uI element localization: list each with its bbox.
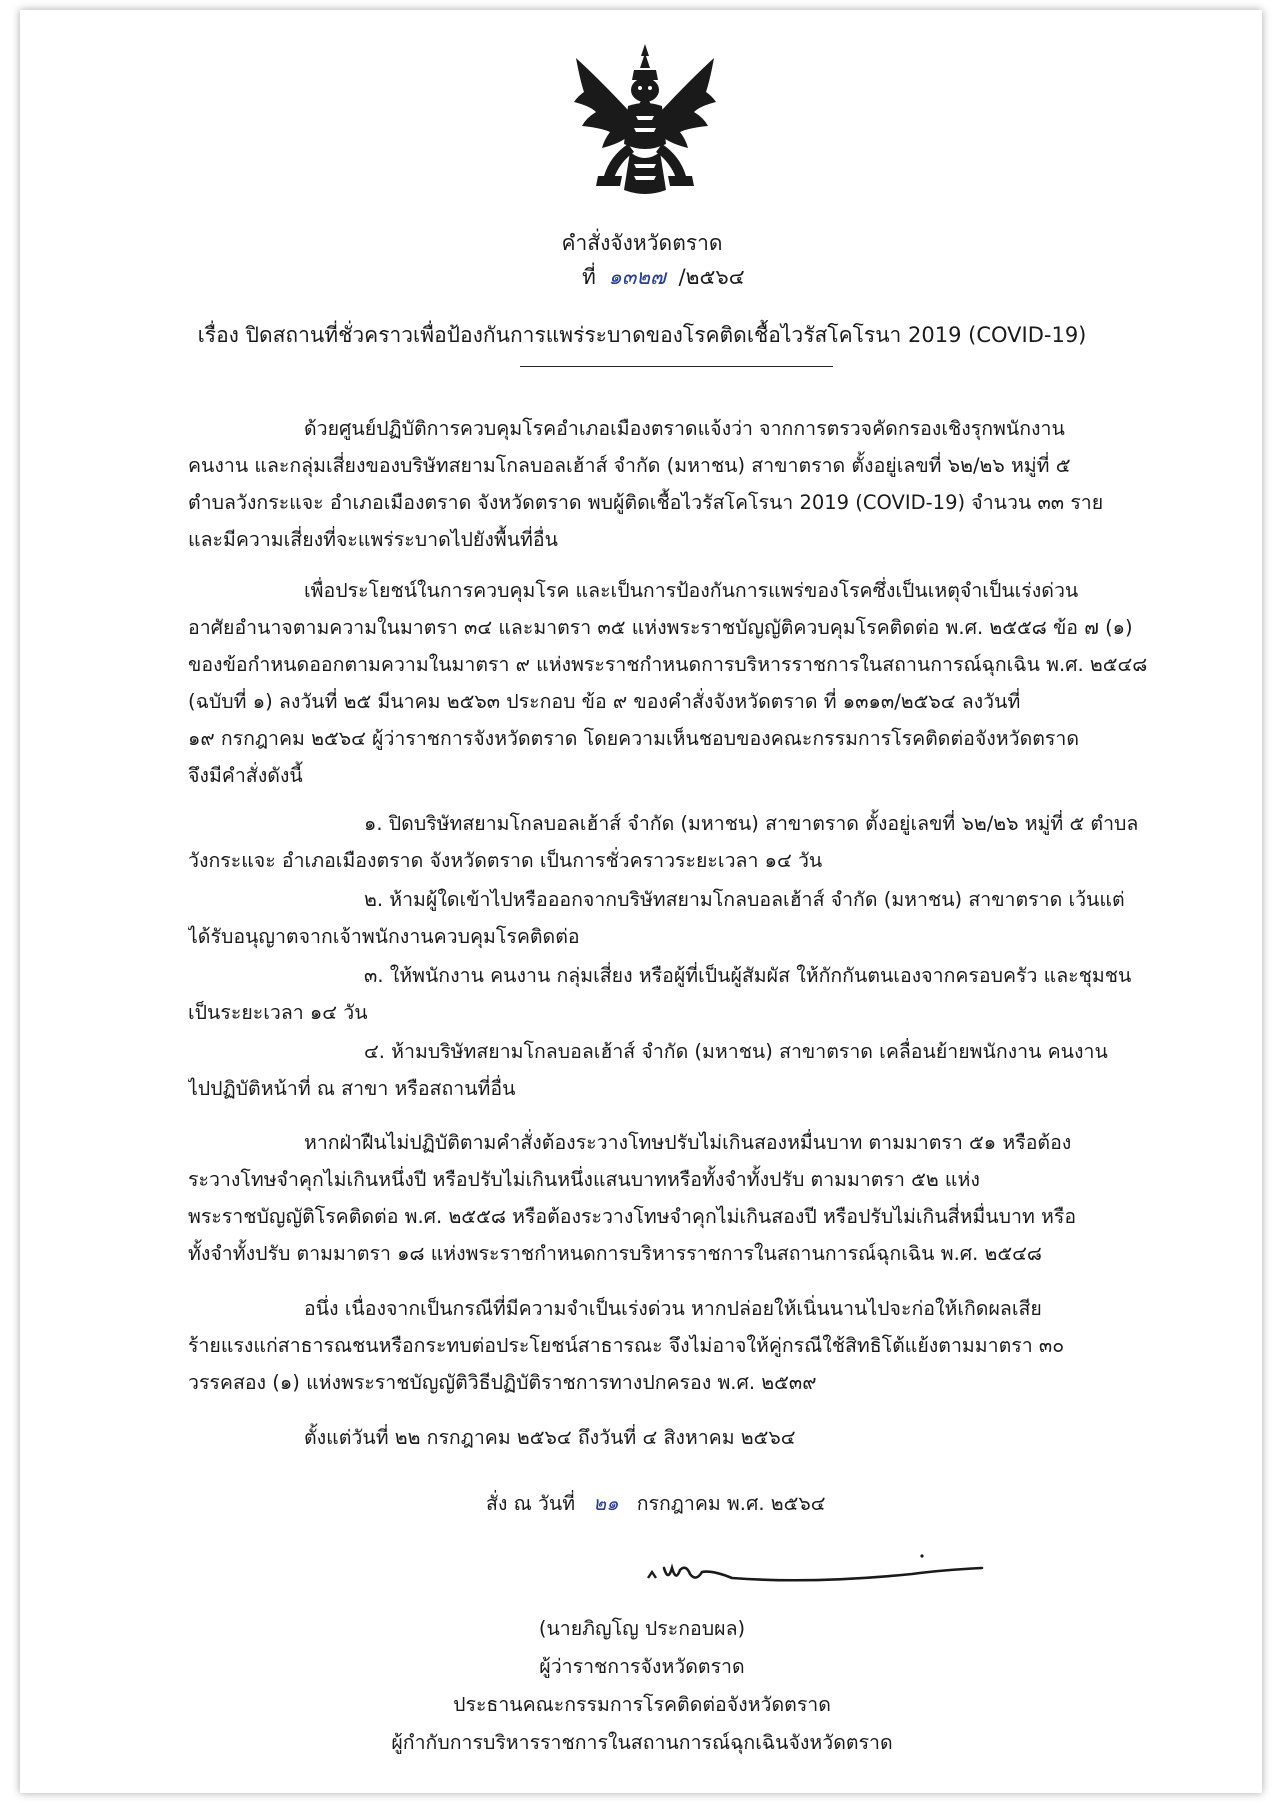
- paragraph-line: เพื่อประโยชน์ในการควบคุมโรค และเป็นการป้องกันการแพร่ของโรคซึ่งเป็นเหตุจำเป็นเร่งด่วน: [304, 579, 1079, 602]
- signer-title-committee-chair: ประธานคณะกรรมการโรคติดต่อจังหวัดตราด: [453, 1693, 831, 1716]
- order-number-suffix: /๒๕๖๔: [678, 265, 745, 289]
- item-line: ได้รับอนุญาตจากเจ้าพนักงานควบคุมโรคติดต่อ: [188, 925, 580, 948]
- order-item-1: [188, 805, 1154, 879]
- paragraph-line: อาศัยอำนาจตามความในมาตรา ๓๔ และมาตรา ๓๕ แห่งพระราชบัญญัติควบคุมโรคติดต่อ พ.ศ. ๒๕๕๘ ข้อ ๗ (๑): [188, 616, 1133, 639]
- order-item-3: [188, 957, 1154, 1031]
- paragraph-penalties: [188, 1124, 1154, 1272]
- order-subject: เรื่อง ปิดสถานที่ชั่วคราวเพื่อป้องกันการแพร่ระบาดของโรคติดเชื้อไวรัสโคโรนา 2019 (COVID-19): [197, 323, 1087, 347]
- item-line: ๓. ให้พนักงาน คนงาน กลุ่มเสี่ยง หรือผู้ที่เป็นผู้สัมผัส ให้กักกันตนเองจากครอบครัว และชุมชน: [364, 964, 1132, 987]
- item-line: ๑. ปิดบริษัทสยามโกลบอลเฮ้าส์ จำกัด (มหาชน) สาขาตราด ตั้งอยู่เลขที่ ๖๒/๒๖ หมู่ที่ ๕ ตำบล: [364, 812, 1139, 835]
- item-line: ๔. ห้ามบริษัทสยามโกลบอลเฮ้าส์ จำกัด (มหาชน) สาขาตราด เคลื่อนย้ายพนักงาน คนงาน: [364, 1040, 1108, 1063]
- paragraph-line: และมีความเสี่ยงที่จะแพร่ระบาดไปยังพื้นที่อื่น: [188, 528, 558, 551]
- paragraph-line: ของข้อกำหนดออกตามความในมาตรา ๙ แห่งพระราชกำหนดการบริหารราชการในสถานการณ์ฉุกเฉิน พ.ศ. ๒๕๔๘: [188, 653, 1148, 676]
- paragraph-line: ด้วยศูนย์ปฏิบัติการควบคุมโรคอำเภอเมืองตราดแจ้งว่า จากการตรวจคัดกรองเชิงรุกพนักงาน: [304, 417, 1065, 440]
- order-item-2: [188, 881, 1154, 955]
- subject-underline: [520, 366, 833, 367]
- order-date-suffix: กรกฎาคม พ.ศ. ๒๕๖๔: [636, 1492, 826, 1515]
- signer-title-emergency-supervisor: ผู้กำกับการบริหารราชการในสถานการณ์ฉุกเฉินจังหวัดตราด: [391, 1731, 893, 1754]
- signer-name: (นายภิญโญ ประกอบผล): [538, 1617, 746, 1640]
- paragraph-line: หากฝ่าฝืนไม่ปฏิบัติตามคำสั่งต้องระวางโทษปรับไม่เกินสองหมื่นบาท ตามมาตรา ๕๑ หรือต้อง: [304, 1131, 1072, 1154]
- item-line: เป็นระยะเวลา ๑๔ วัน: [188, 1001, 368, 1024]
- paragraph-line: ร้ายแรงแก่สาธารณชนหรือกระทบต่อประโยชน์สาธารณะ จึงไม่อาจให้คู่กรณีใช้สิทธิโต้แย้งตามมาตรา ๓๐: [188, 1334, 1065, 1357]
- paragraph-urgency: [188, 1290, 1154, 1401]
- signer-title-governor: ผู้ว่าราชการจังหวัดตราด: [539, 1655, 745, 1678]
- order-number-prefix: ที่: [582, 265, 596, 289]
- paragraph-line: ทั้งจำทั้งปรับ ตามมาตรา ๑๘ แห่งพระราชกำหนดการบริหารราชการในสถานการณ์ฉุกเฉิน พ.ศ. ๒๕๔๘: [188, 1242, 1042, 1265]
- order-item-4: [188, 1033, 1154, 1107]
- order-number-handwritten: ๑๓๒๗: [608, 265, 666, 289]
- paragraph-background: [188, 410, 1154, 558]
- paragraph-line: ๑๙ กรกฎาคม ๒๕๖๔ ผู้ว่าราชการจังหวัดตราด โดยความเห็นชอบของคณะกรรมการโรคติดต่อจังหวัดตราด: [188, 727, 1080, 750]
- paragraph-line: วรรคสอง (๑) แห่งพระราชบัญญัติวิธีปฏิบัติราชการทางปกครอง พ.ศ. ๒๕๓๙: [188, 1371, 817, 1394]
- paragraph-line: อนึ่ง เนื่องจากเป็นกรณีที่มีความจำเป็นเร่งด่วน หากปล่อยให้เนิ่นนานไปจะก่อให้เกิดผลเสีย: [304, 1297, 1042, 1320]
- item-line: วังกระแจะ อำเภอเมืองตราด จังหวัดตราด เป็นการชั่วคราวระยะเวลา ๑๔ วัน: [188, 849, 823, 872]
- paragraph-line: ระวางโทษจำคุกไม่เกินหนึ่งปี หรือปรับไม่เกินหนึ่งแสนบาทหรือทั้งจำทั้งปรับ ตามมาตรา ๕๒ แห่ง: [188, 1168, 980, 1191]
- order-number: [582, 262, 745, 292]
- effective-date-range: ตั้งแต่วันที่ ๒๒ กรกฎาคม ๒๕๖๔ ถึงวันที่ ๔ สิงหาคม ๒๕๖๔: [304, 1426, 796, 1449]
- paragraph-line: ตำบลวังกระแจะ อำเภอเมืองตราด จังหวัดตราด พบผู้ติดเชื้อไวรัสโคโรนา 2019 (COVID-19) จำนวน ๓๓ ราย: [188, 491, 1104, 514]
- garuda-emblem: [570, 40, 720, 200]
- paragraph-authority: [188, 572, 1154, 794]
- order-date: [486, 1486, 826, 1522]
- signature-mark: [612, 1548, 992, 1598]
- paragraph-line: พระราชบัญญัติโรคติดต่อ พ.ศ. ๒๕๕๘ หรือต้องระวางโทษจำคุกไม่เกินสองปี หรือปรับไม่เกินสี่หมื่นบาท หรือ: [188, 1205, 1077, 1228]
- order-title: คำสั่งจังหวัดตราด: [561, 231, 723, 255]
- item-line: ไปปฏิบัติหน้าที่ ณ สาขา หรือสถานที่อื่น: [188, 1077, 516, 1100]
- paragraph-line: จึงมีคำสั่งดังนี้: [188, 764, 303, 787]
- paragraph-line: (ฉบับที่ ๑) ลงวันที่ ๒๕ มีนาคม ๒๕๖๓ ประกอบ ข้อ ๙ ของคำสั่งจังหวัดตราด ที่ ๑๓๑๓/๒๕๖๔ ลงวันที่: [188, 690, 1021, 713]
- order-date-prefix: สั่ง ณ วันที่: [486, 1492, 576, 1515]
- order-date-day-handwritten: ๒๑: [593, 1492, 619, 1515]
- paragraph-line: คนงาน และกลุ่มเสี่ยงของบริษัทสยามโกลบอลเฮ้าส์ จำกัด (มหาชน) สาขาตราด ตั้งอยู่เลขที่ ๖๒/๒๖ หมู่ที่ ๕: [188, 454, 1071, 477]
- item-line: ๒. ห้ามผู้ใดเข้าไปหรือออกจากบริษัทสยามโกลบอลเฮ้าส์ จำกัด (มหาชน) สาขาตราด เว้นแต่: [364, 888, 1125, 911]
